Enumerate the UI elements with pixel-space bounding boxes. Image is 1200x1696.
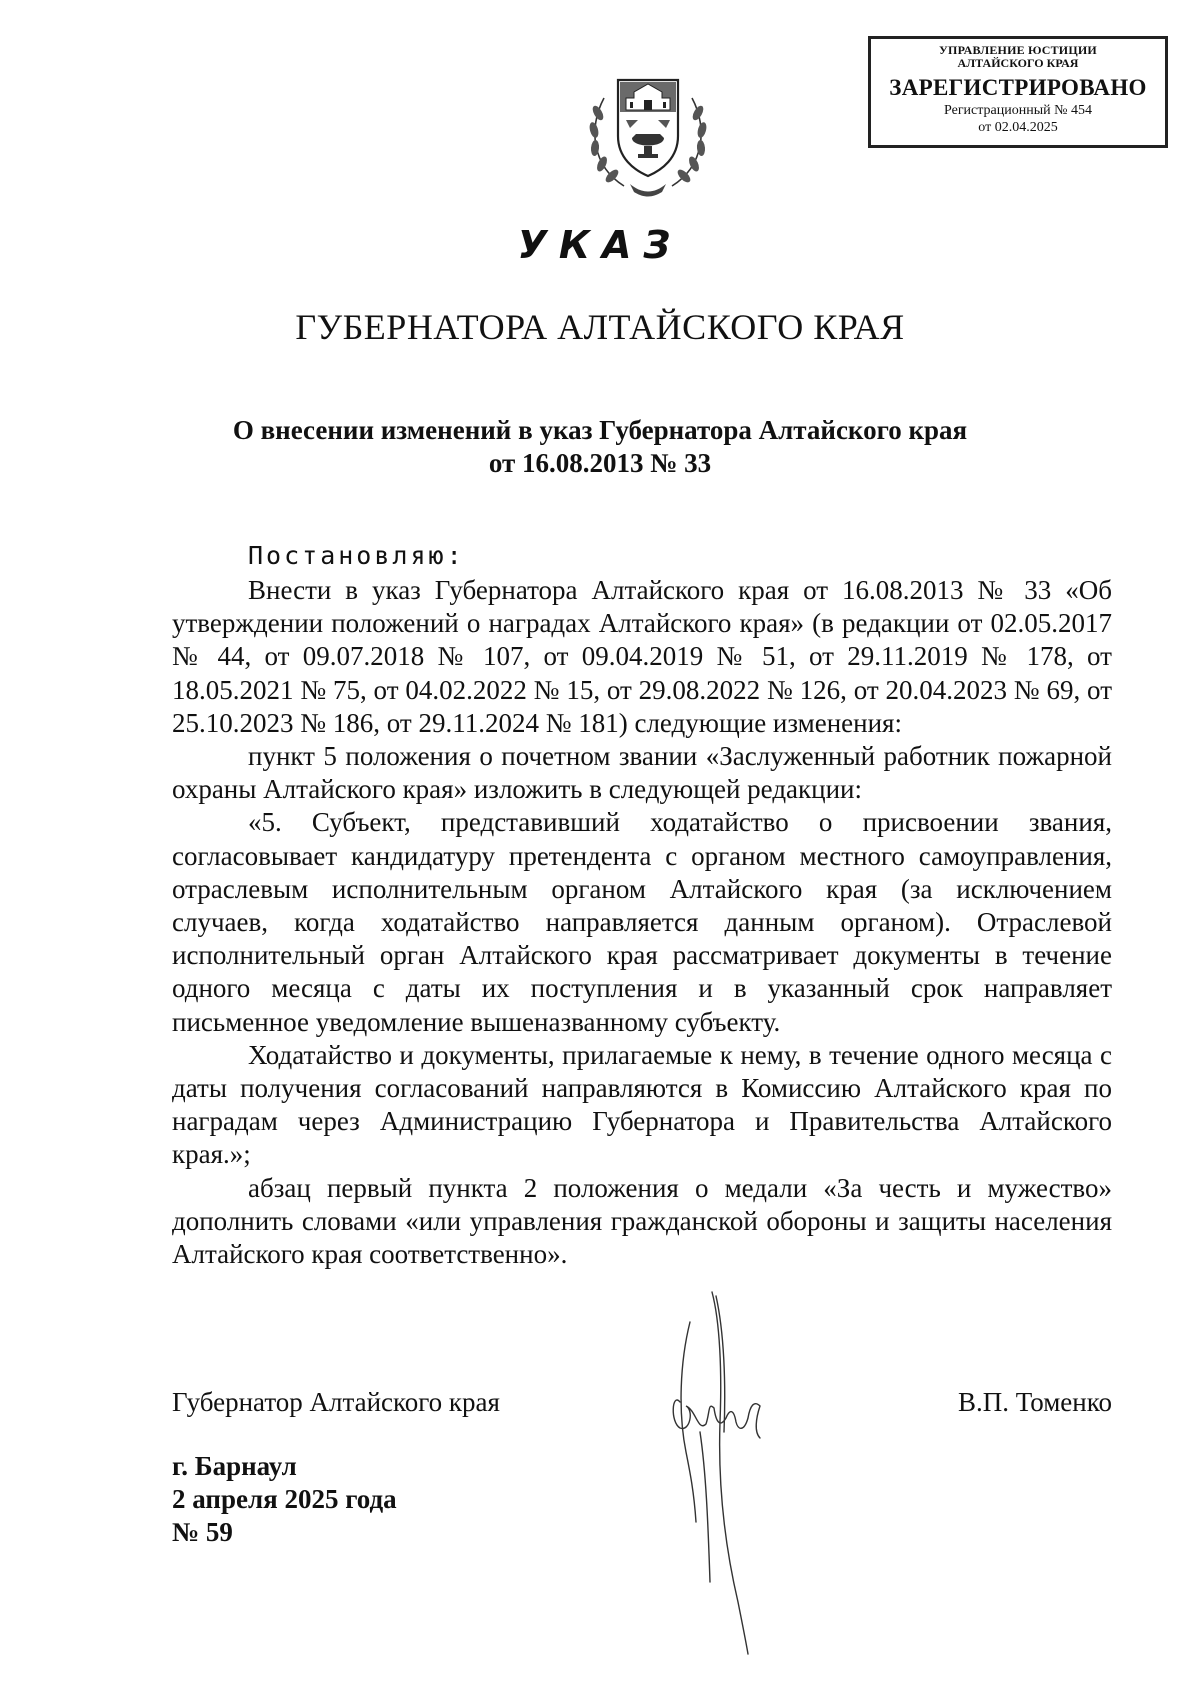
stamp-org-line1: УПРАВЛЕНИЕ ЮСТИЦИИ: [939, 43, 1097, 57]
heading-line-2: от 16.08.2013 № 33: [488, 448, 712, 478]
stamp-org-line2: АЛТАЙСКОГО КРАЯ: [957, 56, 1079, 70]
heading-line-1: О внесении изменений в указ Губернатора Алтайского края: [232, 415, 968, 445]
document-type: УКАЗ: [517, 223, 683, 267]
issue-number: № 59: [172, 1517, 233, 1547]
stamp-registration-number: Регистрационный № 454: [944, 103, 1092, 118]
issue-city: г. Барнаул: [172, 1451, 297, 1481]
document-body: [172, 574, 1112, 1271]
body-paragraph-2: пункт 5 положения о почетном звании «Заслуженный работник пожарной охраны Алтайского края» изложить в следующей редакции:: [172, 741, 1112, 805]
stamp-status: ЗАРЕГИСТРИРОВАНО: [889, 75, 1147, 100]
issue-details: [172, 1450, 397, 1549]
coat-of-arms-icon: [582, 58, 714, 200]
body-paragraph-4: Ходатайство и документы, прилагаемые к нему, в течение одного месяца с даты получения согласований направляются в Комиссию Алтайского края по наградам через Администрацию Губернатора и Правительства Алтайского края.»;: [172, 1039, 1112, 1170]
body-paragraph-3: «5. Субъект, представивший ходатайство о присвоении звания, согласовывает кандидатуру претендента с органом местного самоуправления, отраслевым исполнительным органом Алтайского края (за исключением случаев, когда ходатайство направляется данным органом). Отраслевой исполнительный орган Алтайского края рассматривает документы в течение одного месяца с даты их поступления и в указанный срок направляет письменное уведомление вышеназванному субъекту.: [172, 807, 1112, 1037]
signatory-title: Губернатор Алтайского края: [172, 1387, 500, 1417]
decree-word: Постановляю:: [248, 541, 465, 570]
registration-stamp: [868, 36, 1168, 148]
document-heading: [160, 414, 1040, 480]
body-paragraph-5: абзац первый пункта 2 положения о медали «За честь и мужество» дополнить словами «или управления гражданской обороны и защиты населения Алтайского края соответственно».: [172, 1172, 1112, 1270]
body-paragraph-1: Внести в указ Губернатора Алтайского края от 16.08.2013 № 33 «Об утверждении положений о наградах Алтайского края» (в редакции от 02.05.2017 № 44, от 09.07.2018 № 107, от 09.04.2019 № 51, от 29.11.2019 № 178, от 18.05.2021 № 75, от 04.02.2022 № 15, от 29.08.2022 № 126, от 20.04.2023 № 69, от 25.10.2023 № 186, от 29.11.2024 № 181) следующие изменения:: [172, 575, 1112, 738]
handwritten-signature: [650, 1282, 780, 1662]
signatory-name: В.П. Томенко: [958, 1387, 1112, 1417]
issue-date: 2 апреля 2025 года: [172, 1484, 397, 1514]
stamp-date: от 02.04.2025: [978, 120, 1058, 135]
document-issuer: ГУБЕРНАТОРА АЛТАЙСКОГО КРАЯ: [295, 307, 905, 347]
